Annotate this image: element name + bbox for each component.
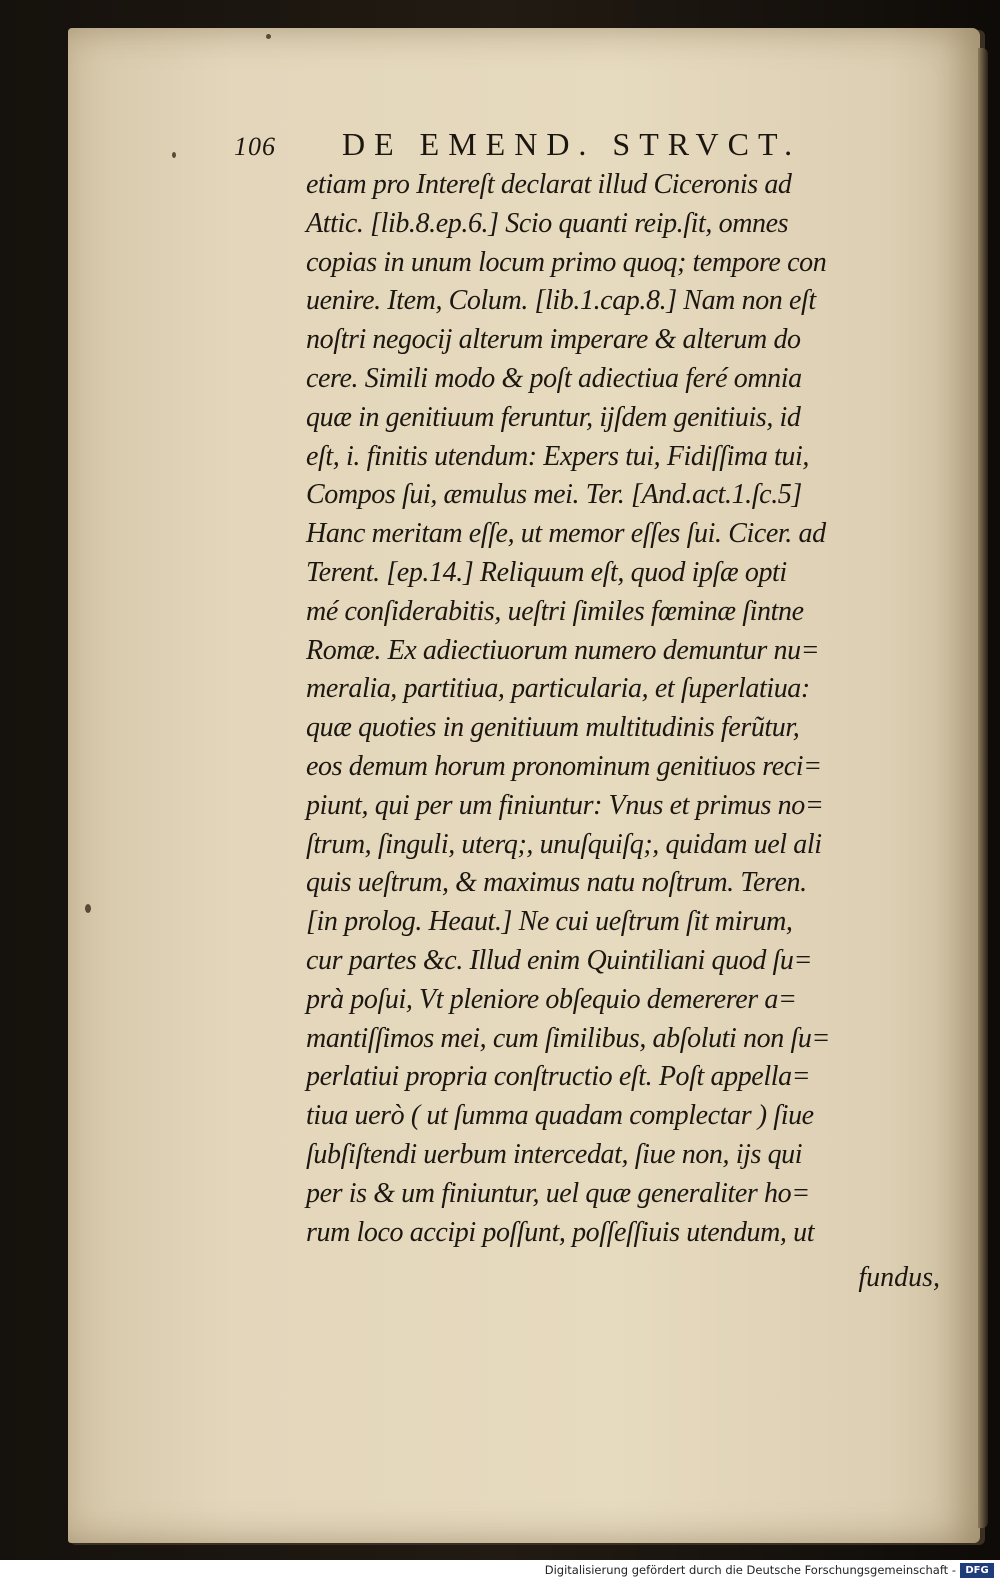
text-line: ſubſiſtendi uerbum intercedat, ſiue non, ijs qui	[306, 1138, 803, 1170]
page-header	[234, 126, 874, 166]
text-line: rum loco accipi poſſunt, poſſeſſiuis utendum, ut	[306, 1216, 815, 1248]
ink-speck	[266, 34, 271, 39]
text-line: prà poſui, Vt pleniore obſequio demererer a=	[306, 983, 797, 1015]
text-line: quæ in genitiuum feruntur, ijſdem genitiuis, id	[306, 401, 801, 433]
text-line: cur partes &c. Illud enim Quintiliani quod ſu=	[306, 944, 813, 976]
footer-bar	[0, 1560, 1000, 1582]
text-line: etiam pro Intereſt declarat illud Ciceronis ad	[306, 169, 792, 200]
text-line: eos demum horum pronominum genitiuos reci=	[306, 750, 822, 782]
text-line: per is & um finiuntur, uel quæ generaliter ho=	[306, 1177, 810, 1209]
text-line: piunt, qui per um finiuntur: Vnus et primus no=	[306, 789, 824, 821]
page-number: 106	[234, 132, 276, 161]
text-line: copias in unum locum primo quoq; tempore con	[306, 246, 827, 278]
ink-speck	[172, 152, 176, 158]
text-line: Hanc meritam eſſe, ut memor eſſes ſui. Cicer. ad	[306, 518, 826, 550]
text-line: quis ueſtrum, & maximus natu noſtrum. Teren.	[306, 867, 807, 899]
text-line: [in prolog. Heaut.] Ne cui ueſtrum ſit mirum,	[306, 906, 793, 938]
text-line: eſt, i. finitis utendum: Expers tui, Fidiſſima tui,	[306, 440, 810, 472]
text-line: ſtrum, ſinguli, uterq;, unuſquiſq;, quidam uel ali	[306, 828, 822, 860]
page-edge	[978, 48, 988, 1528]
text-line: Compos ſui, æmulus mei. Ter. [And.act.1.ſc.5]	[306, 479, 802, 511]
dfg-logo: DFG	[960, 1563, 994, 1578]
text-line: cere. Simili modo & poſt adiectiua feré omnia	[306, 362, 802, 394]
text-line: mantiſſimos mei, cum ſimilibus, abſoluti non ſu=	[306, 1022, 830, 1054]
text-line: tiua uerò ( ut ſumma quadam complectar ) ſiue	[306, 1100, 814, 1132]
catchword: fundus,	[858, 1262, 940, 1293]
text-line: mé conſiderabitis, ueſtri ſimiles fœminæ ſintne	[306, 595, 804, 627]
text-line: perlatiui propria conſtructio eſt. Poſt appella=	[306, 1061, 811, 1093]
text-line: uenire. Item, Colum. [lib.1.cap.8.] Nam non eſt	[306, 285, 816, 317]
text-line: Romæ. Ex adiectiuorum numero demuntur nu=	[306, 634, 820, 666]
body-text	[306, 166, 921, 1252]
running-head: DE EMEND. STRVCT.	[342, 126, 802, 162]
text-line: noſtri negocij alterum imperare & alterum do	[306, 324, 801, 356]
text-line: Terent. [ep.14.] Reliquum eſt, quod ipſæ opti	[306, 556, 787, 588]
text-line: quæ quoties in genitiuum multitudinis ferũtur,	[306, 712, 800, 744]
ink-speck	[85, 904, 91, 913]
funding-credit: Digitalisierung gefördert durch die Deutsche Forschungsgemeinschaft -	[544, 1563, 956, 1577]
text-line: Attic. [lib.8.ep.6.] Scio quanti reip.ſit, omnes	[306, 207, 789, 239]
text-line: meralia, partitiua, particularia, et ſuperlatiua:	[306, 673, 810, 705]
